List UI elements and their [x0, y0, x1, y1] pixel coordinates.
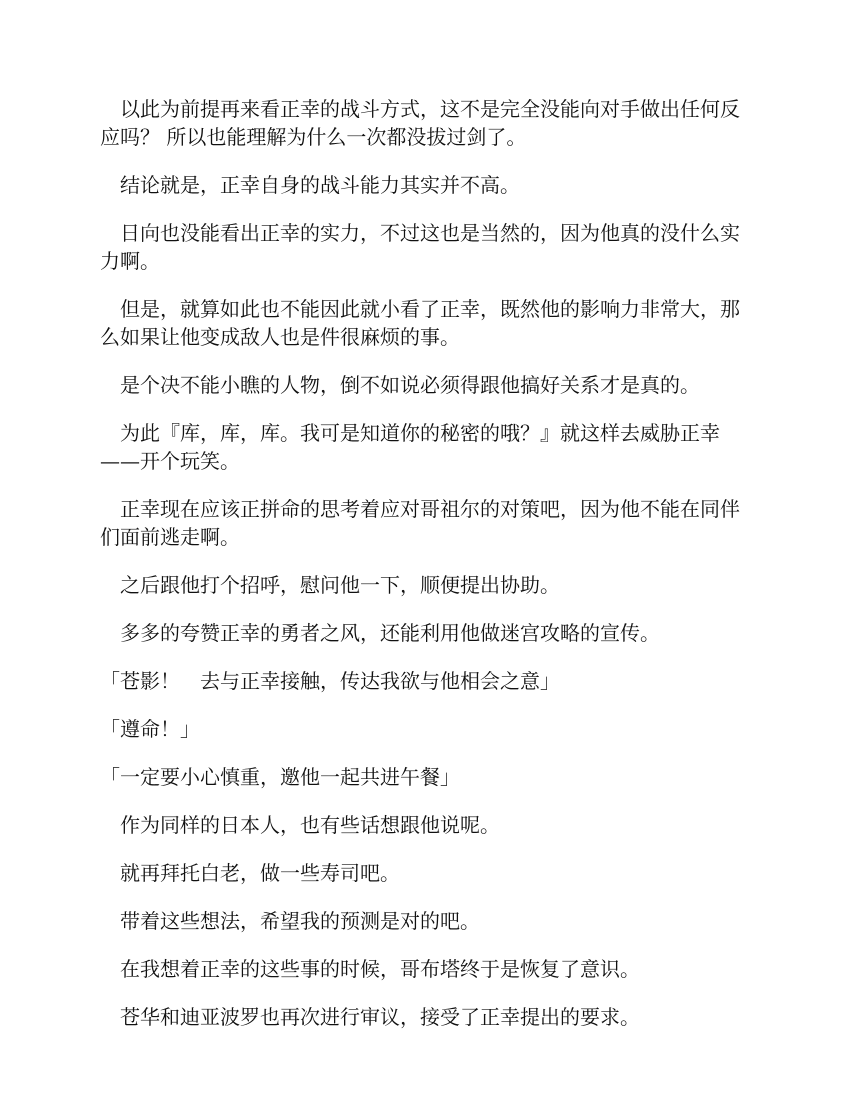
dialogue-line: 「遵命！」	[100, 717, 200, 741]
paragraph: 以此为前提再来看正幸的战斗方式，这不是完全没能向对手做出任何反应吗？ 所以也能理解为什么一次都没拔过剑了。	[100, 97, 740, 149]
paragraph: 多多的夸赞正幸的勇者之风，还能利用他做迷宫攻略的宣传。	[100, 621, 660, 645]
paragraph: 结论就是，正幸自身的战斗能力其实并不高。	[100, 173, 520, 197]
paragraph: 为此『库，库，库。我可是知道你的秘密的哦？』就这样去威胁正幸——开个玩笑。	[100, 421, 720, 473]
paragraph: 日向也没能看出正幸的实力，不过这也是当然的，因为他真的没什么实力啊。	[100, 221, 740, 273]
dialogue-line: 「一定要小心慎重，邀他一起共进午餐」	[100, 765, 460, 789]
paragraph: 在我想着正幸的这些事的时候，哥布塔终于是恢复了意识。	[100, 957, 640, 981]
paragraph: 作为同样的日本人，也有些话想跟他说呢。	[100, 813, 500, 837]
paragraph: 是个决不能小瞧的人物，倒不如说必须得跟他搞好关系才是真的。	[100, 373, 700, 397]
document-body	[100, 95, 750, 1051]
paragraph: 就再拜托白老，做一些寿司吧。	[100, 861, 400, 885]
paragraph: 苍华和迪亚波罗也再次进行审议，接受了正幸提出的要求。	[100, 1005, 640, 1029]
paragraph: 之后跟他打个招呼，慰问他一下，顺便提出协助。	[100, 573, 560, 597]
paragraph: 正幸现在应该正拼命的思考着应对哥祖尔的对策吧，因为他不能在同伴们面前逃走啊。	[100, 497, 740, 549]
paragraph: 但是，就算如此也不能因此就小看了正幸，既然他的影响力非常大，那么如果让他变成敌人也是件很麻烦的事。	[100, 297, 740, 349]
paragraph: 带着这些想法，希望我的预测是对的吧。	[100, 909, 480, 933]
dialogue-line: 「苍影！ 去与正幸接触，传达我欲与他相会之意」	[100, 669, 560, 693]
